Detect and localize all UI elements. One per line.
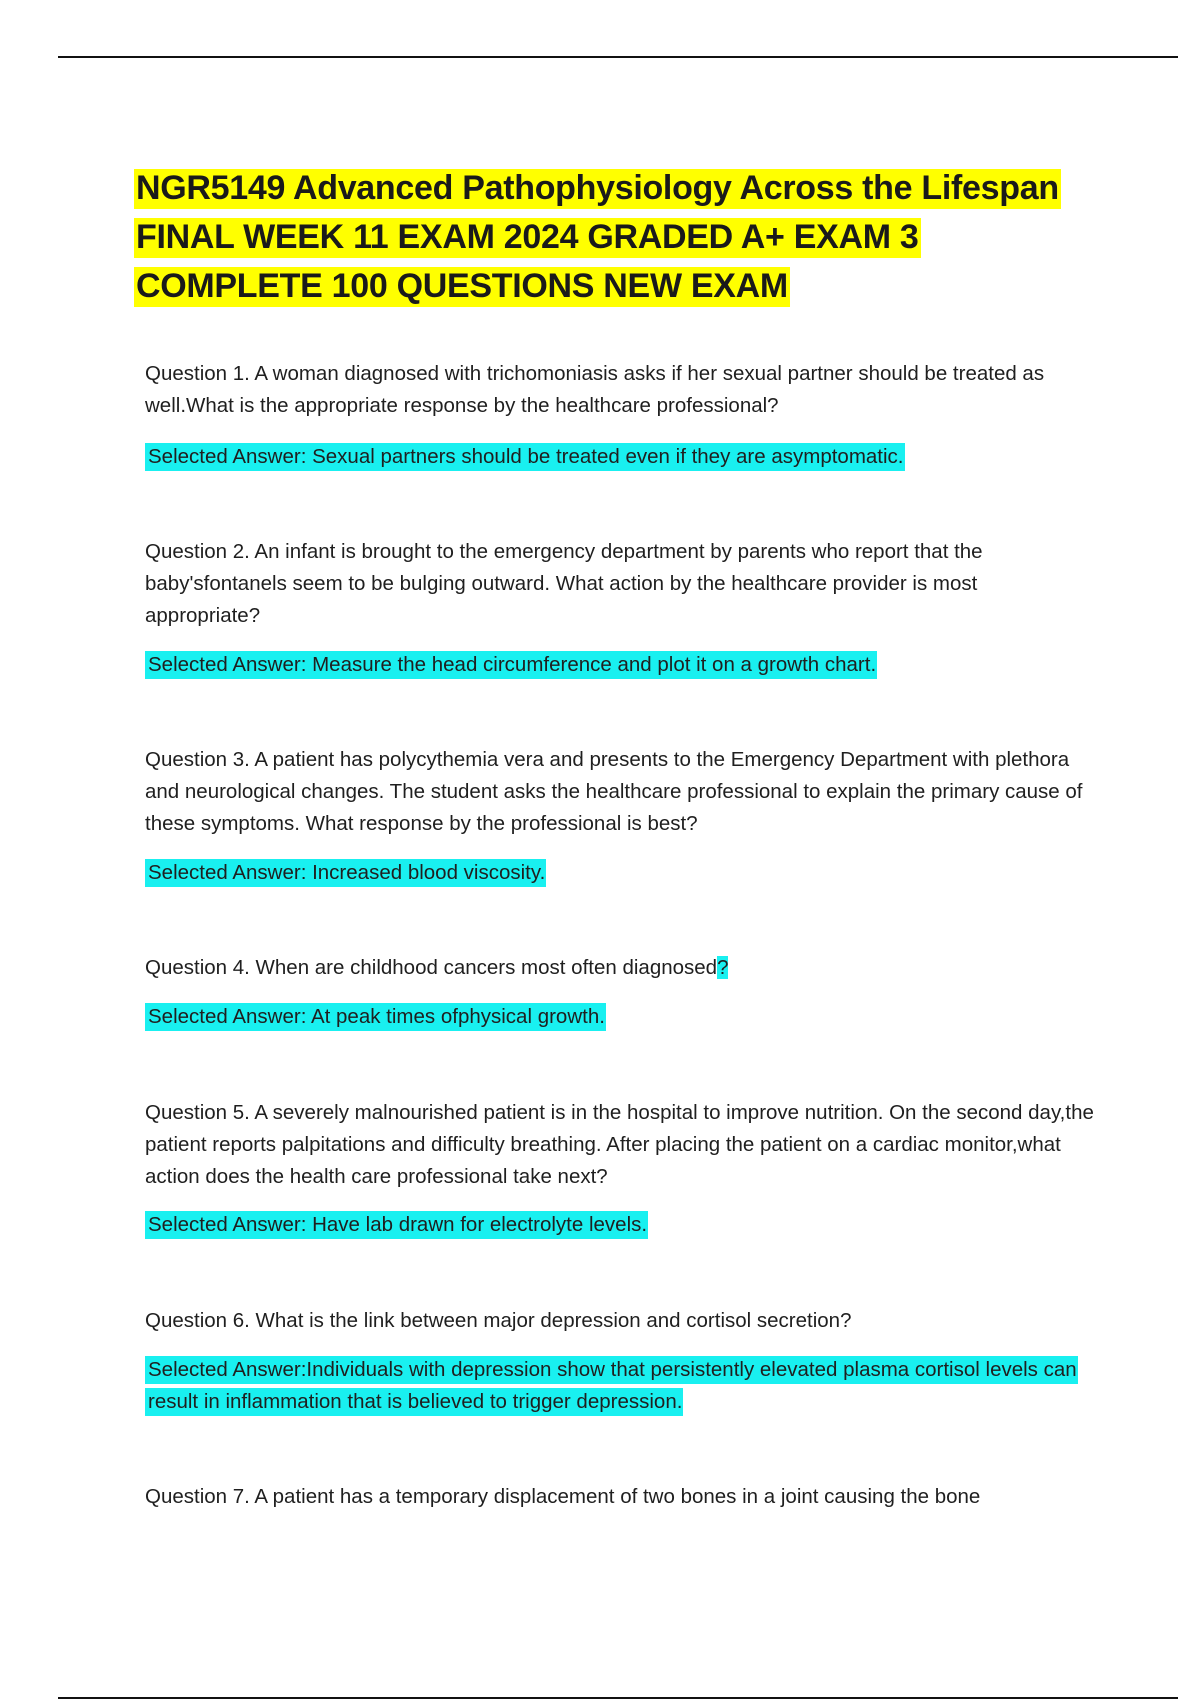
question-block-1 (145, 358, 1095, 422)
title-line-1: NGR5149 Advanced Pathophysiology Across the Lifespan (136, 169, 1059, 207)
bottom-rule (58, 1697, 1178, 1699)
question-text-7: Question 7. A patient has a temporary displacement of two bones in a joint causing the bone (145, 1485, 981, 1508)
document-title (134, 164, 1094, 311)
question-text-2: Question 2. An infant is brought to the emergency department by parents who report that the baby'sfontanels seem to be bulging outward. What action by the healthcare provider is most appropriate? (145, 540, 983, 627)
selected-answer-1: Selected Answer: Sexual partners should be treated even if they are asymptomatic. (145, 443, 905, 471)
question-text-4: Question 4. When are childhood cancers most often diagnosed (145, 956, 718, 979)
question-block-2 (145, 536, 1095, 632)
top-rule (58, 56, 1178, 58)
question-block-3 (145, 744, 1095, 840)
selected-answer-2: Selected Answer: Measure the head circumference and plot it on a growth chart. (145, 651, 877, 679)
answer-block-5 (145, 1209, 1095, 1241)
question-text-1: Question 1. A woman diagnosed with trichomoniasis asks if her sexual partner should be treated as well.What is the appropriate response by the healthcare professional? (145, 362, 1045, 417)
answer-block-2 (145, 649, 1095, 681)
answer-block-3 (145, 857, 1095, 889)
answer-block-6 (145, 1354, 1095, 1418)
question-text-3: Question 3. A patient has polycythemia vera and presents to the Emergency Department with plethora and neurological changes. The student asks the healthcare professional to explain the primary cause of these symptoms. What response by the professional is best? (145, 748, 1083, 835)
question-block-7 (145, 1481, 1095, 1513)
title-line-3: COMPLETE 100 QUESTIONS NEW EXAM (136, 267, 788, 305)
title-line-2: FINAL WEEK 11 EXAM 2024 GRADED A+ EXAM 3 (136, 218, 919, 256)
answer-block-1 (145, 441, 1095, 473)
question-text-5: Question 5. A severely malnourished patient is in the hospital to improve nutrition. On the second day,the patient reports palpitations and difficulty breathing. After placing the patient on a cardiac monitor,what action does the health care professional take next? (145, 1101, 1094, 1188)
question-block-5 (145, 1097, 1095, 1193)
selected-answer-3: Selected Answer: Increased blood viscosity. (145, 859, 546, 887)
selected-answer-4: Selected Answer: At peak times ofphysical growth. (145, 1003, 606, 1031)
selected-answer-5: Selected Answer: Have lab drawn for electrolyte levels. (145, 1211, 648, 1239)
question-block-6 (145, 1305, 1095, 1337)
question-mark-highlight-4: ? (717, 956, 729, 979)
selected-answer-6: Selected Answer:Individuals with depression show that persistently elevated plasma cortisol levels can result in inflammation that is believed to trigger depression. (145, 1356, 1078, 1416)
answer-block-4 (145, 1001, 1095, 1033)
question-block-4 (145, 952, 1095, 984)
question-text-6: Question 6. What is the link between major depression and cortisol secretion? (145, 1309, 852, 1332)
